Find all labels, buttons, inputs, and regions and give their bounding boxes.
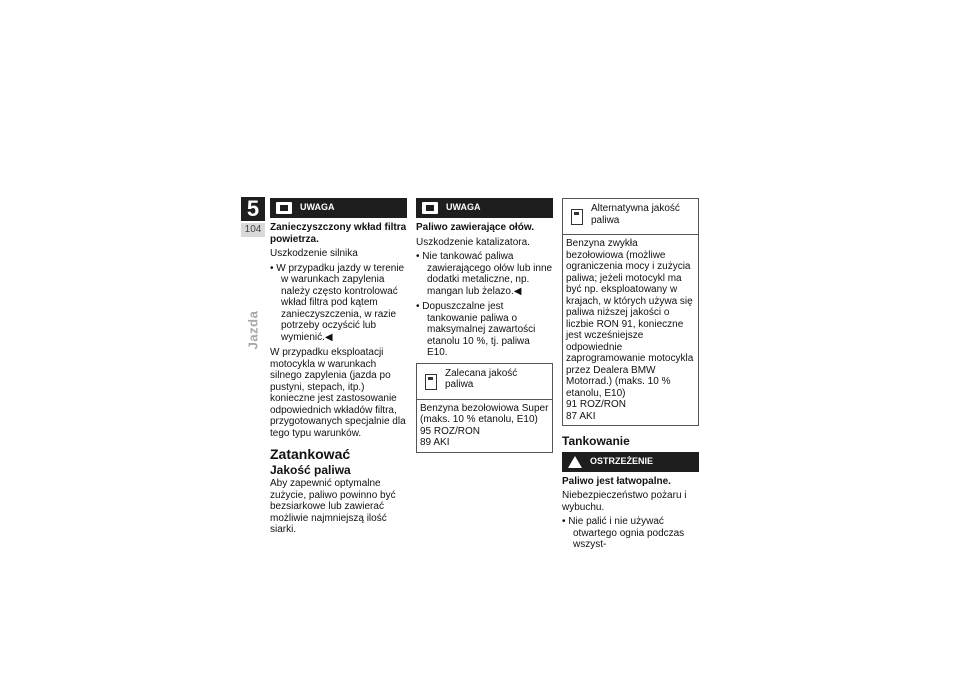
fuel-box-header (563, 199, 698, 235)
notice-title: Paliwo zawierające ołów. (416, 222, 535, 233)
warning-banner (562, 452, 699, 472)
paragraph: W przypadku eksploatacji motocykla w warunkach silnego zapylenia (jazda po pustyni, stepach, itp.) konieczne jest zastosowanie odpowiednich wkładów filtra, przygotowanych specjalnie dla tego typu warunków. (270, 347, 406, 439)
column-2 (416, 198, 553, 459)
fuel-box-body (563, 235, 698, 425)
fuel-spec-line: 87 AKI (566, 410, 596, 422)
fuel-spec-line: Benzyna bezołowiowa Super (maks. 10 % etanolu, E10) (420, 402, 549, 425)
fuel-pump-icon (425, 374, 437, 390)
warning-subtitle: Niebezpieczeństwo pożaru i wybuchu. (562, 490, 687, 513)
warning-triangle-icon (568, 456, 582, 468)
notice-subtitle: Uszkodzenie katalizatora. (416, 236, 530, 248)
notice-banner (270, 198, 407, 218)
bullet-item: • Nie palić i nie używać otwartego ognia podczas wszyst- (562, 516, 685, 550)
bullet-item: • W przypadku jazdy w terenie w warunkach zapylenia należy często kontrolować wkład filtra pod kątem zanieczyszczenia, w razie potrzeby oczyścić lub wymienić.◀ (270, 262, 405, 343)
fuel-spec-line: Benzyna zwykła bezołowiowa (możliwe ograniczenia mocy i zużycia paliwa; jeżeli motocykl ma być np. eksploatowany w krajach, w których używa się paliwa niższej jakości o liczbie RON 91, konieczne jest wcześniejsze odpowiednie zaprogramowanie motocykla przez Dealera BMW Motorrad.) (maks. 10 % etanolu, E10) (566, 238, 694, 399)
paragraph: Aby zapewnić optymalne zużycie, paliwo powinno być bezsiarkowe lub zawierać możliwie najmniejszą ilość siarki. (270, 478, 396, 535)
fuel-box-title: Zalecana jakość paliwa (445, 367, 518, 390)
notice-label: UWAGA (446, 202, 481, 213)
fuel-spec-line: 95 ROZ/RON (420, 425, 481, 437)
page-number: 104 (241, 223, 265, 237)
notice-icon (276, 202, 292, 214)
notice-banner (416, 198, 553, 218)
notice-icon (422, 202, 438, 214)
chapter-title-vertical (241, 300, 265, 360)
notice-subtitle: Uszkodzenie silnika (270, 248, 358, 259)
fuel-spec-line: 89 AKI (420, 437, 450, 448)
fuel-box-header (417, 364, 552, 400)
chapter-number: 5 (241, 197, 265, 221)
fuel-spec-line: 91 ROZ/RON (566, 399, 627, 410)
chapter-title: Jazda (245, 310, 261, 350)
fuel-pump-icon (571, 209, 583, 225)
fuel-quality-box (416, 363, 553, 453)
section-heading: Zatankować (270, 446, 351, 462)
bullet-item: • Nie tankować paliwa zawierającego ołów lub inne dodatki metaliczne, np. mangan lub żelazo.◀ (416, 251, 553, 297)
subsection-heading: Jakość paliwa (270, 462, 351, 477)
warning-title: Paliwo jest łatwopalne. (562, 475, 671, 487)
notice-title: Zanieczyszczony wkład filtra powietrza. (270, 222, 407, 245)
warning-label: OSTRZEŻENIE (590, 455, 654, 466)
section-heading: Tankowanie (562, 434, 630, 448)
fuel-quality-box (562, 198, 699, 426)
bullet-item: • Dopuszczalne jest tankowanie paliwa o maksymalnej zawartości etanolu 10 %, tj. paliwa E10. (416, 301, 536, 358)
fuel-box-body (417, 400, 552, 452)
column-1 (270, 198, 407, 539)
notice-label: UWAGA (300, 202, 335, 213)
fuel-box-title: Alternatywna jakość paliwa (591, 203, 680, 226)
column-3 (562, 198, 699, 555)
